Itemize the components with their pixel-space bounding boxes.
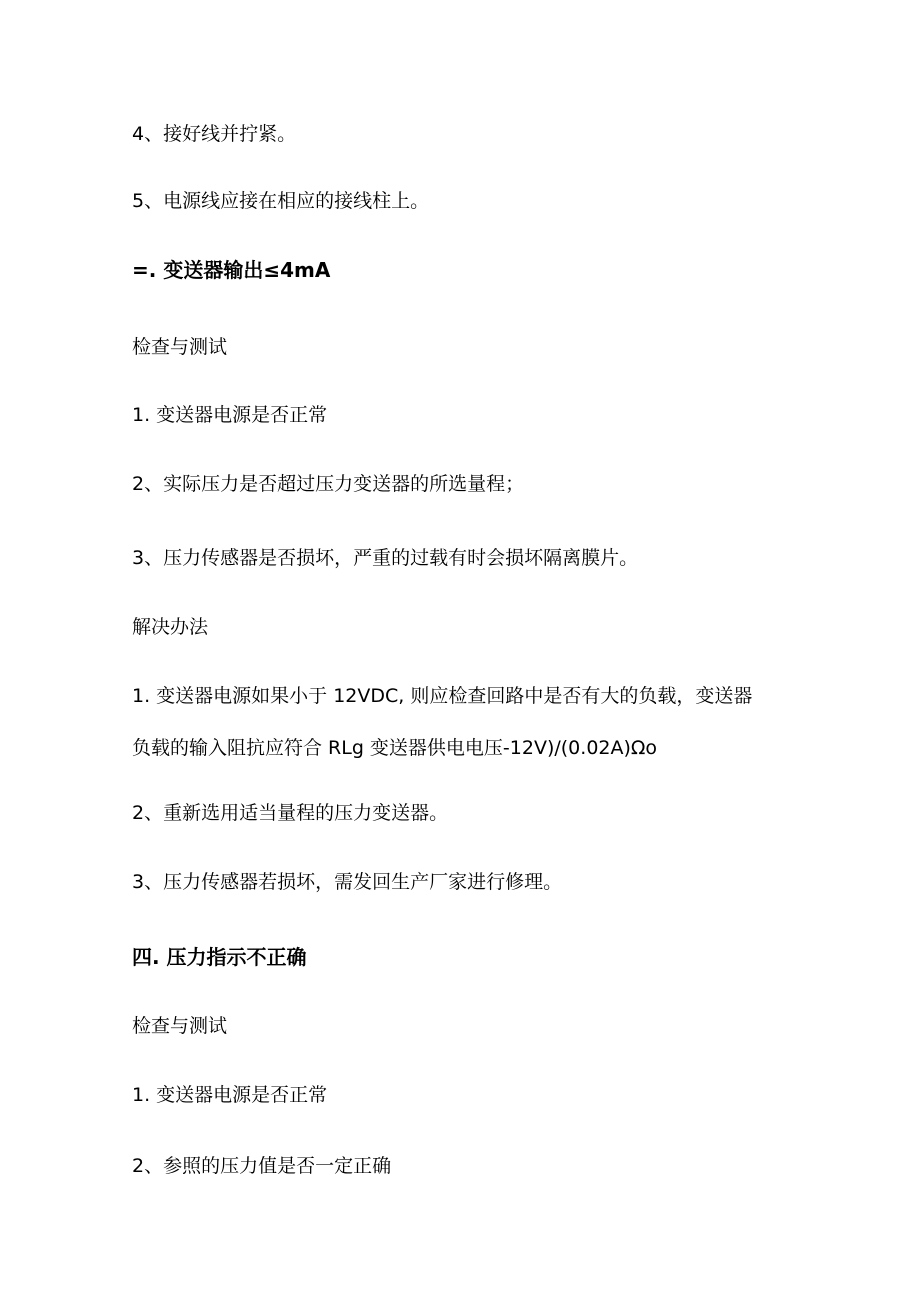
check-item-2: 2、实际压力是否超过压力变送器的所选量程； (132, 473, 525, 495)
solution-item-1-line-1: 1. 变送器电源如果小于 12VDC, 则应检查回路中是否有大的负载，变送器 (132, 685, 753, 707)
subheading-inspection-2: 检查与测试 (132, 1015, 228, 1037)
section-heading-pressure-incorrect: 四. 压力指示不正确 (132, 945, 307, 969)
check-item-1: 1. 变送器电源是否正常 (132, 404, 328, 426)
solution-item-3: 3、压力传感器若损坏，需发回生产厂家进行修理。 (132, 871, 563, 893)
solution-item-1-line-2: 负载的输入阻抗应符合 RLg 变送器供电电压-12V)/(0.02A)Ωo (132, 737, 658, 759)
section-heading-output-low: =. 变送器输出≤4mA (132, 258, 331, 282)
check-item-1-b: 1. 变送器电源是否正常 (132, 1084, 328, 1106)
solution-item-2: 2、重新选用适当量程的压力变送器。 (132, 802, 449, 824)
subheading-solution: 解决办法 (132, 616, 209, 638)
check-item-2-b: 2、参照的压力值是否一定正确 (132, 1155, 392, 1177)
check-item-3: 3、压力传感器是否损坏，严重的过载有时会损坏隔离膜片。 (132, 547, 639, 569)
step-5-power-terminal: 5、电源线应接在相应的接线柱上。 (132, 190, 430, 212)
step-4-connect-wires: 4、接好线并拧紧。 (132, 123, 297, 145)
subheading-inspection: 检查与测试 (132, 336, 228, 358)
